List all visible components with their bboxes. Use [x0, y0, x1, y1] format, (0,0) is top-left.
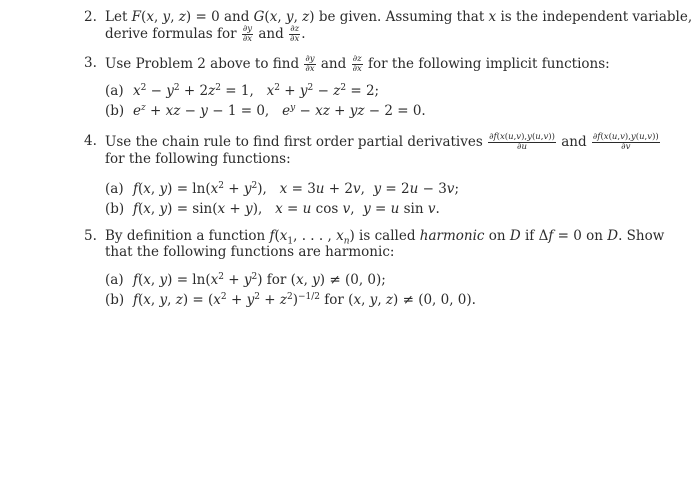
problem-3-intro: Use Problem 2 above to find $\frac{\partial y}{\partial x}$ and $\frac{\partial z}{\partial x}$ for the following implicit functions: — [105, 54, 610, 74]
problem-5a-text: f(x, $y) = \ln(x^2 + y^2)$ for (x, y) ≠ (0, 0); — [133, 272, 386, 288]
problem-3-number: 3. — [84, 55, 97, 71]
problem-5-line-1: By definition a function $f(x_1$, . . . , $x_n$) is called harmonic on D if Δf = 0 on D. Show — [105, 228, 665, 247]
problem-4-line-1: Use the chain rule to find first order partial derivatives $\frac{\partial f(x(u,v),y(u,v))}{\partial u}$ and $\frac{\partial f(x(u,v),y(u,v))}{\partial v}$ — [105, 132, 659, 152]
problem-4-number: 4. — [84, 133, 97, 149]
problem-5-line-2: that the following functions are harmonic: — [105, 244, 395, 260]
problem-4a-label: (a) — [105, 181, 124, 197]
problem-3a-text: $x^2 - y^2 + 2z^2 = 1$, $x^2 + y^2 - z^2 = 2$; — [133, 83, 380, 99]
problem-3a-label: (a) — [105, 83, 124, 99]
problem-5b-label: (b) — [105, 292, 125, 308]
problem-4b-text: f(x, y) = sin(x + y), x = u cos v, y = u sin v. — [133, 201, 440, 217]
problem-4b-label: (b) — [105, 201, 125, 217]
problem-5b-text: f(x, y, $z) = (x^2 + y^2 + z^2)^{-1/2}$ for (x, y, z) ≠ (0, 0, 0). — [133, 292, 476, 308]
problem-5-number: 5. — [84, 228, 97, 244]
problem-3b-label: (b) — [105, 103, 125, 119]
problem-2-line-2: derive formulas for $\frac{\partial y}{\partial x}$ and $\frac{\partial z}{\partial x}$ . — [105, 24, 306, 44]
problem-4-line-2: for the following functions: — [105, 151, 291, 167]
problem-4a-text: f(x, $y) = \ln(x^2 + y^2)$, x = 3u + 2v, y = 2u − 3v; — [133, 181, 459, 197]
problem-5a-label: (a) — [105, 272, 124, 288]
problem-2-number: 2. — [84, 9, 97, 25]
problem-3b-text: $e^z$ + xz − y − 1 = 0, $e^y$ − xz + yz − 2 = 0. — [133, 103, 426, 119]
problem-2-line-1: Let F(x, y, z) = 0 and G(x, y, z) be given. Assuming that x is the independent variable, — [105, 9, 693, 25]
